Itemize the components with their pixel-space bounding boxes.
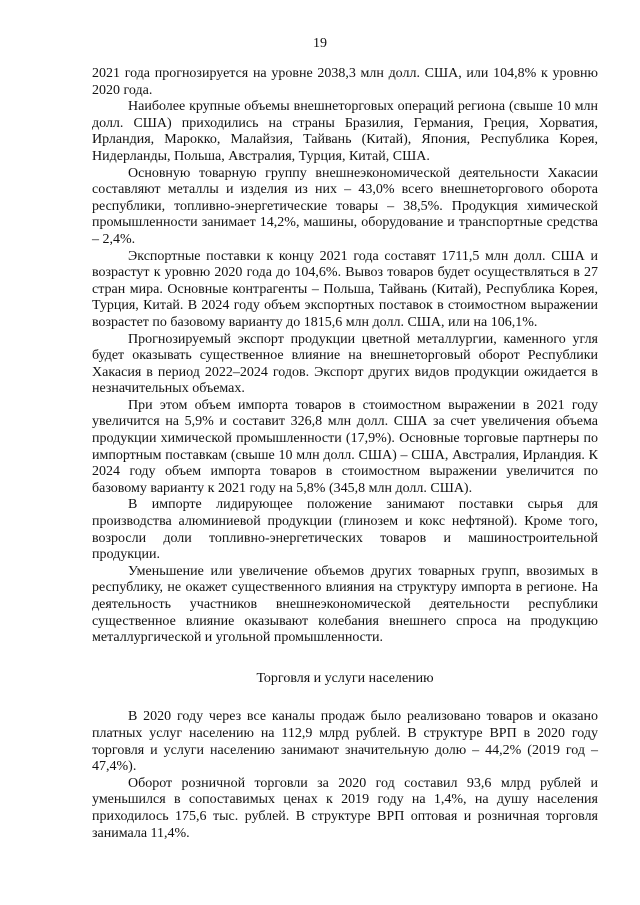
- paragraph-retail-turnover: Оборот розничной торговли за 2020 год составил 93,6 млрд рублей и уменьшился в сопоставимых ценах к 2019 году на 1,4%, на душу населения приходилось 175,6 тыс. рублей. В структуре ВРП оптовая и розничная торговля занимала 11,4%.: [92, 775, 598, 841]
- paragraph-continuation: 2021 года прогнозируется на уровне 2038,3 млн долл. США, или 104,8% к уровню 2020 года.: [92, 66, 598, 98]
- paragraph-trade-partners: Наиболее крупные объемы внешнеторговых операций региона (свыше 10 млн долл. США) приходились на страны Бразилия, Германия, Греция, Хорватия, Ирландия, Марокко, Малайзия, Тайвань (Китай), Япония, Республика Корея, Нидерланды, Польша, Австралия, Турция, Китай, США.: [92, 99, 598, 164]
- paragraph-export-supplies: Экспортные поставки к концу 2021 года составят 1711,5 млн долл. США и возрастут к уровню 2020 года до 104,6%. Вывоз товаров будет осуществляться в 27 стран мира. Основные контрагенты – Польша, Тайвань (Китай), Республика Корея, Турция, Китай. В 2024 году объем экспортных поставок в стоимостном выражении возрастет по базовому варианту до 1815,6 млн долл. США, или на 106,1%.: [92, 248, 598, 330]
- section-title: Торговля и услуги населению: [256, 670, 434, 686]
- paragraph-sales-services: В 2020 году через все каналы продаж было реализовано товаров и оказано платных услуг населению на 112,9 млрд рублей. В структуре ВРП в 2020 году торговля и услуги населению занимают значительную долю – 44,2% (2019 год – 47,4%).: [92, 709, 598, 775]
- page-body: [92, 66, 598, 842]
- paragraph-import-volume: При этом объем импорта товаров в стоимостном выражении в 2021 году увеличится на 5,9% и составит 326,8 млн долл. США за счет увеличения объема продукции химической промышленности (17,9%). Основные торговые партнеры по импортным поставкам (свыше 10 млн долл. США) – США, Австралия, Ирландия. К 2024 году объем импорта товаров в стоимостном выражении увеличится по базовому варианту к 2021 году на 5,8% (345,8 млн долл. США).: [92, 397, 598, 496]
- paragraph-import-structure: В импорте лидирующее положение занимают поставки сырья для производства алюминиевой продукции (глинозем и кокс нефтяной). Кроме того, возросли доли топливно-энергетических товаров и машиностроительной продукции.: [92, 497, 598, 563]
- paragraph-commodity-groups: Основную товарную группу внешнеэкономической деятельности Хакасии составляют металлы и изделия из них – 43,0% всего внешнеторгового оборота республики, топливно-энергетические товары – 38,5%. Продукция химической промышленности занимает 14,2%, машины, оборудование и транспортные средства – 2,4%.: [92, 165, 598, 247]
- paragraph-export-forecast: Прогнозируемый экспорт продукции цветной металлургии, каменного угля будет оказывать существенное влияние на внешнеторговый оборот Республики Хакасия в период 2022–2024 годов. Экспорт других видов продукции ожидается в незначительных объемах.: [92, 331, 598, 397]
- page-number: 19: [313, 36, 327, 51]
- paragraph-import-influence: Уменьшение или увеличение объемов других товарных групп, ввозимых в республику, не окажет существенного влияния на структуру импорта в регионе. На деятельность участников внешнеэкономической деятельности республики существенное влияние оказывают колебания внешнего спроса на продукцию металлургической и угольной промышленности.: [92, 563, 598, 646]
